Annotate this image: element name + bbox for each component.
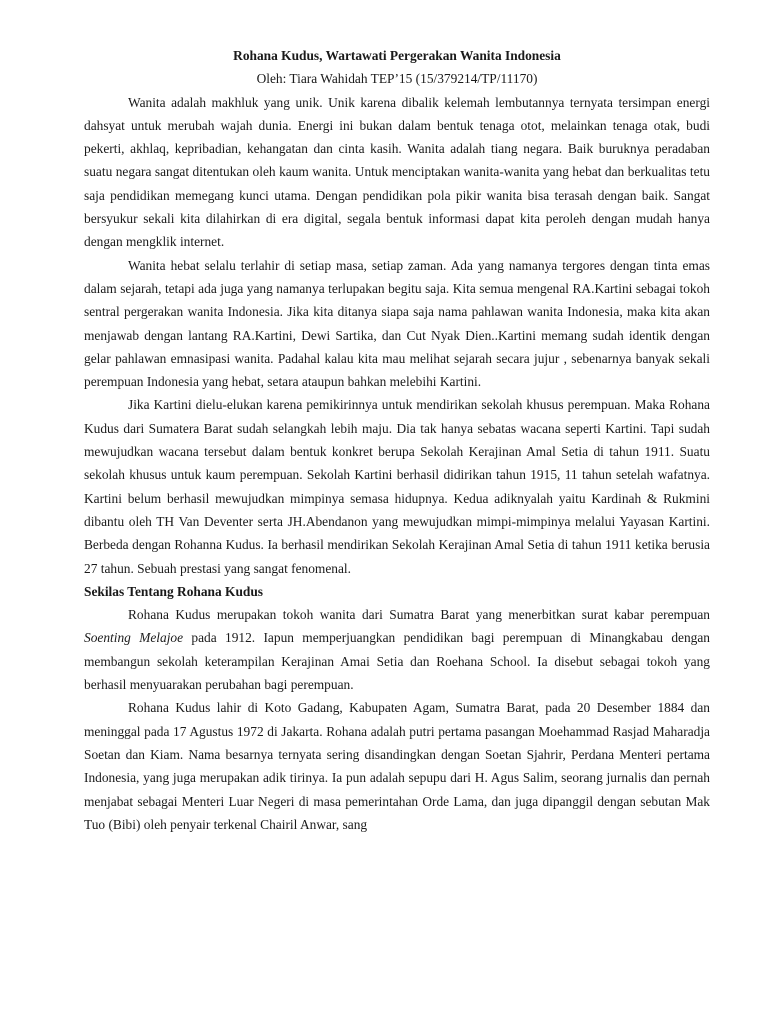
document-page (84, 44, 710, 836)
section-paragraph-1 (84, 603, 710, 696)
section-paragraph-2: Rohana Kudus lahir di Koto Gadang, Kabupaten Agam, Sumatra Barat, pada 20 Desember 1884 dan meninggal pada 17 Agustus 1972 di Jakarta. Rohana adalah putri pertama pasangan Moehammad Rasjad Maharadja Soetan dan Kiam. Nama besarnya ternyata sering disandingkan dengan Soetan Sjahrir, Perdana Menteri pertama Indonesia, yang juga merupakan adik tirinya. Ia pun adalah sepupu dari H. Agus Salim, seorang jurnalis dan pernah menjabat sebagai Menteri Luar Negeri di masa pemerintahan Orde Lama, dan juga dipanggil dengan sebutan Mak Tuo (Bibi) oleh penyair terkenal Chairil Anwar, sang (84, 700, 710, 832)
section-paragraph-1-start: Rohana Kudus merupakan tokoh wanita dari Sumatra Barat yang menerbitkan surat kabar perempuan (128, 607, 710, 623)
author-byline: Oleh: Tiara Wahidah TEP’15 (15/379214/TP/11170) (256, 71, 538, 87)
document-title: Rohana Kudus, Wartawati Pergerakan Wanita Indonesia (233, 48, 561, 63)
paragraph-1: Wanita adalah makhluk yang unik. Unik karena dibalik kelemah lembutannya ternyata tersimpan energi dahsyat untuk merubah wajah dunia. Energi ini bukan dalam bentuk tenaga otot, melainkan tenaga otak, budi pekerti, akhlaq, kepribadian, kehangatan dan cinta kasih. Wanita adalah tiang negara. Baik buruknya peradaban suatu negara sangat ditentukan oleh kaum wanita. Untuk menciptakan wanita-wanita yang hebat dan berkualitas tetu saja pendidikan memegang kunci utama. Dengan pendidikan pola pikir wanita bisa terasah dengan baik. Sangat bersyukur sekali kita dilahirkan di era digital, segala bentuk informasi dapat kita peroleh dengan mudah hanya dengan mengklik internet. (84, 94, 710, 250)
section-heading: Sekilas Tentang Rohana Kudus (84, 583, 263, 599)
paragraph-3: Jika Kartini dielu-elukan karena pemikirinnya untuk mendirikan sekolah khusus perempuan. Maka Rohana Kudus dari Sumatera Barat sudah selangkah lebih maju. Dia tak hanya sebatas wacana seperti Kartini. Tapi sudah mewujudkan wacana tersebut dalam bentuk konkret berupa Sekolah Kerajinan Amal Setia di tahun 1911. Suatu sekolah khusus untuk kaum perempuan. Sekolah Kartini berhasil didirikan tahun 1915, 11 tahun setelah wafatnya. Kartini belum berhasil mewujudkan mimpinya semasa hidupnya. Kedua adiknyalah yaitu Kardinah & Rukmini dibantu oleh TH Van Deventer serta JH.Abendanon yang mewujudkan mimpi-mimpinya melalui Yayasan Kartini. Berbeda dengan Rohanna Kudus. Ia berhasil mendirikan Sekolah Kerajinan Amal Setia di tahun 1911 ketika berusia 27 tahun. Sebuah prestasi yang sangat fenomenal. (84, 397, 710, 576)
paragraph-2: Wanita hebat selalu terlahir di setiap masa, setiap zaman. Ada yang namanya tergores dengan tinta emas dalam sejarah, tetapi ada juga yang namanya terlupakan begitu saja. Kita semua mengenal RA.Kartini sebagai tokoh sentral pergerakan wanita Indonesia. Jika kita ditanya siapa saja nama pahlawan wanita Indonesia, maka kita akan menjawab dengan lantang RA.Kartini, Dewi Sartika, dan Cut Nyak Dien..Kartini memang sudah identik dengan gelar pahlawan emnasipasi wanita. Padahal kalau kita mau melihat sejarah secara jujur , sebenarnya banyak sekali perempuan Indonesia yang hebat, setara ataupun bahkan melebihi Kartini. (84, 257, 710, 390)
newspaper-name: Soenting Melajoe (84, 630, 184, 646)
section-paragraph-1-end: pada 1912. Iapun memperjuangkan pendidikan bagi perempuan di Minangkabau dengan membangun sekolah keterampilan Kerajinan Amai Setia dan Roehana School. Ia disebut sebagai tokoh yang berhasil menyuarakan perubahan bagi perempuan. (84, 630, 710, 693)
